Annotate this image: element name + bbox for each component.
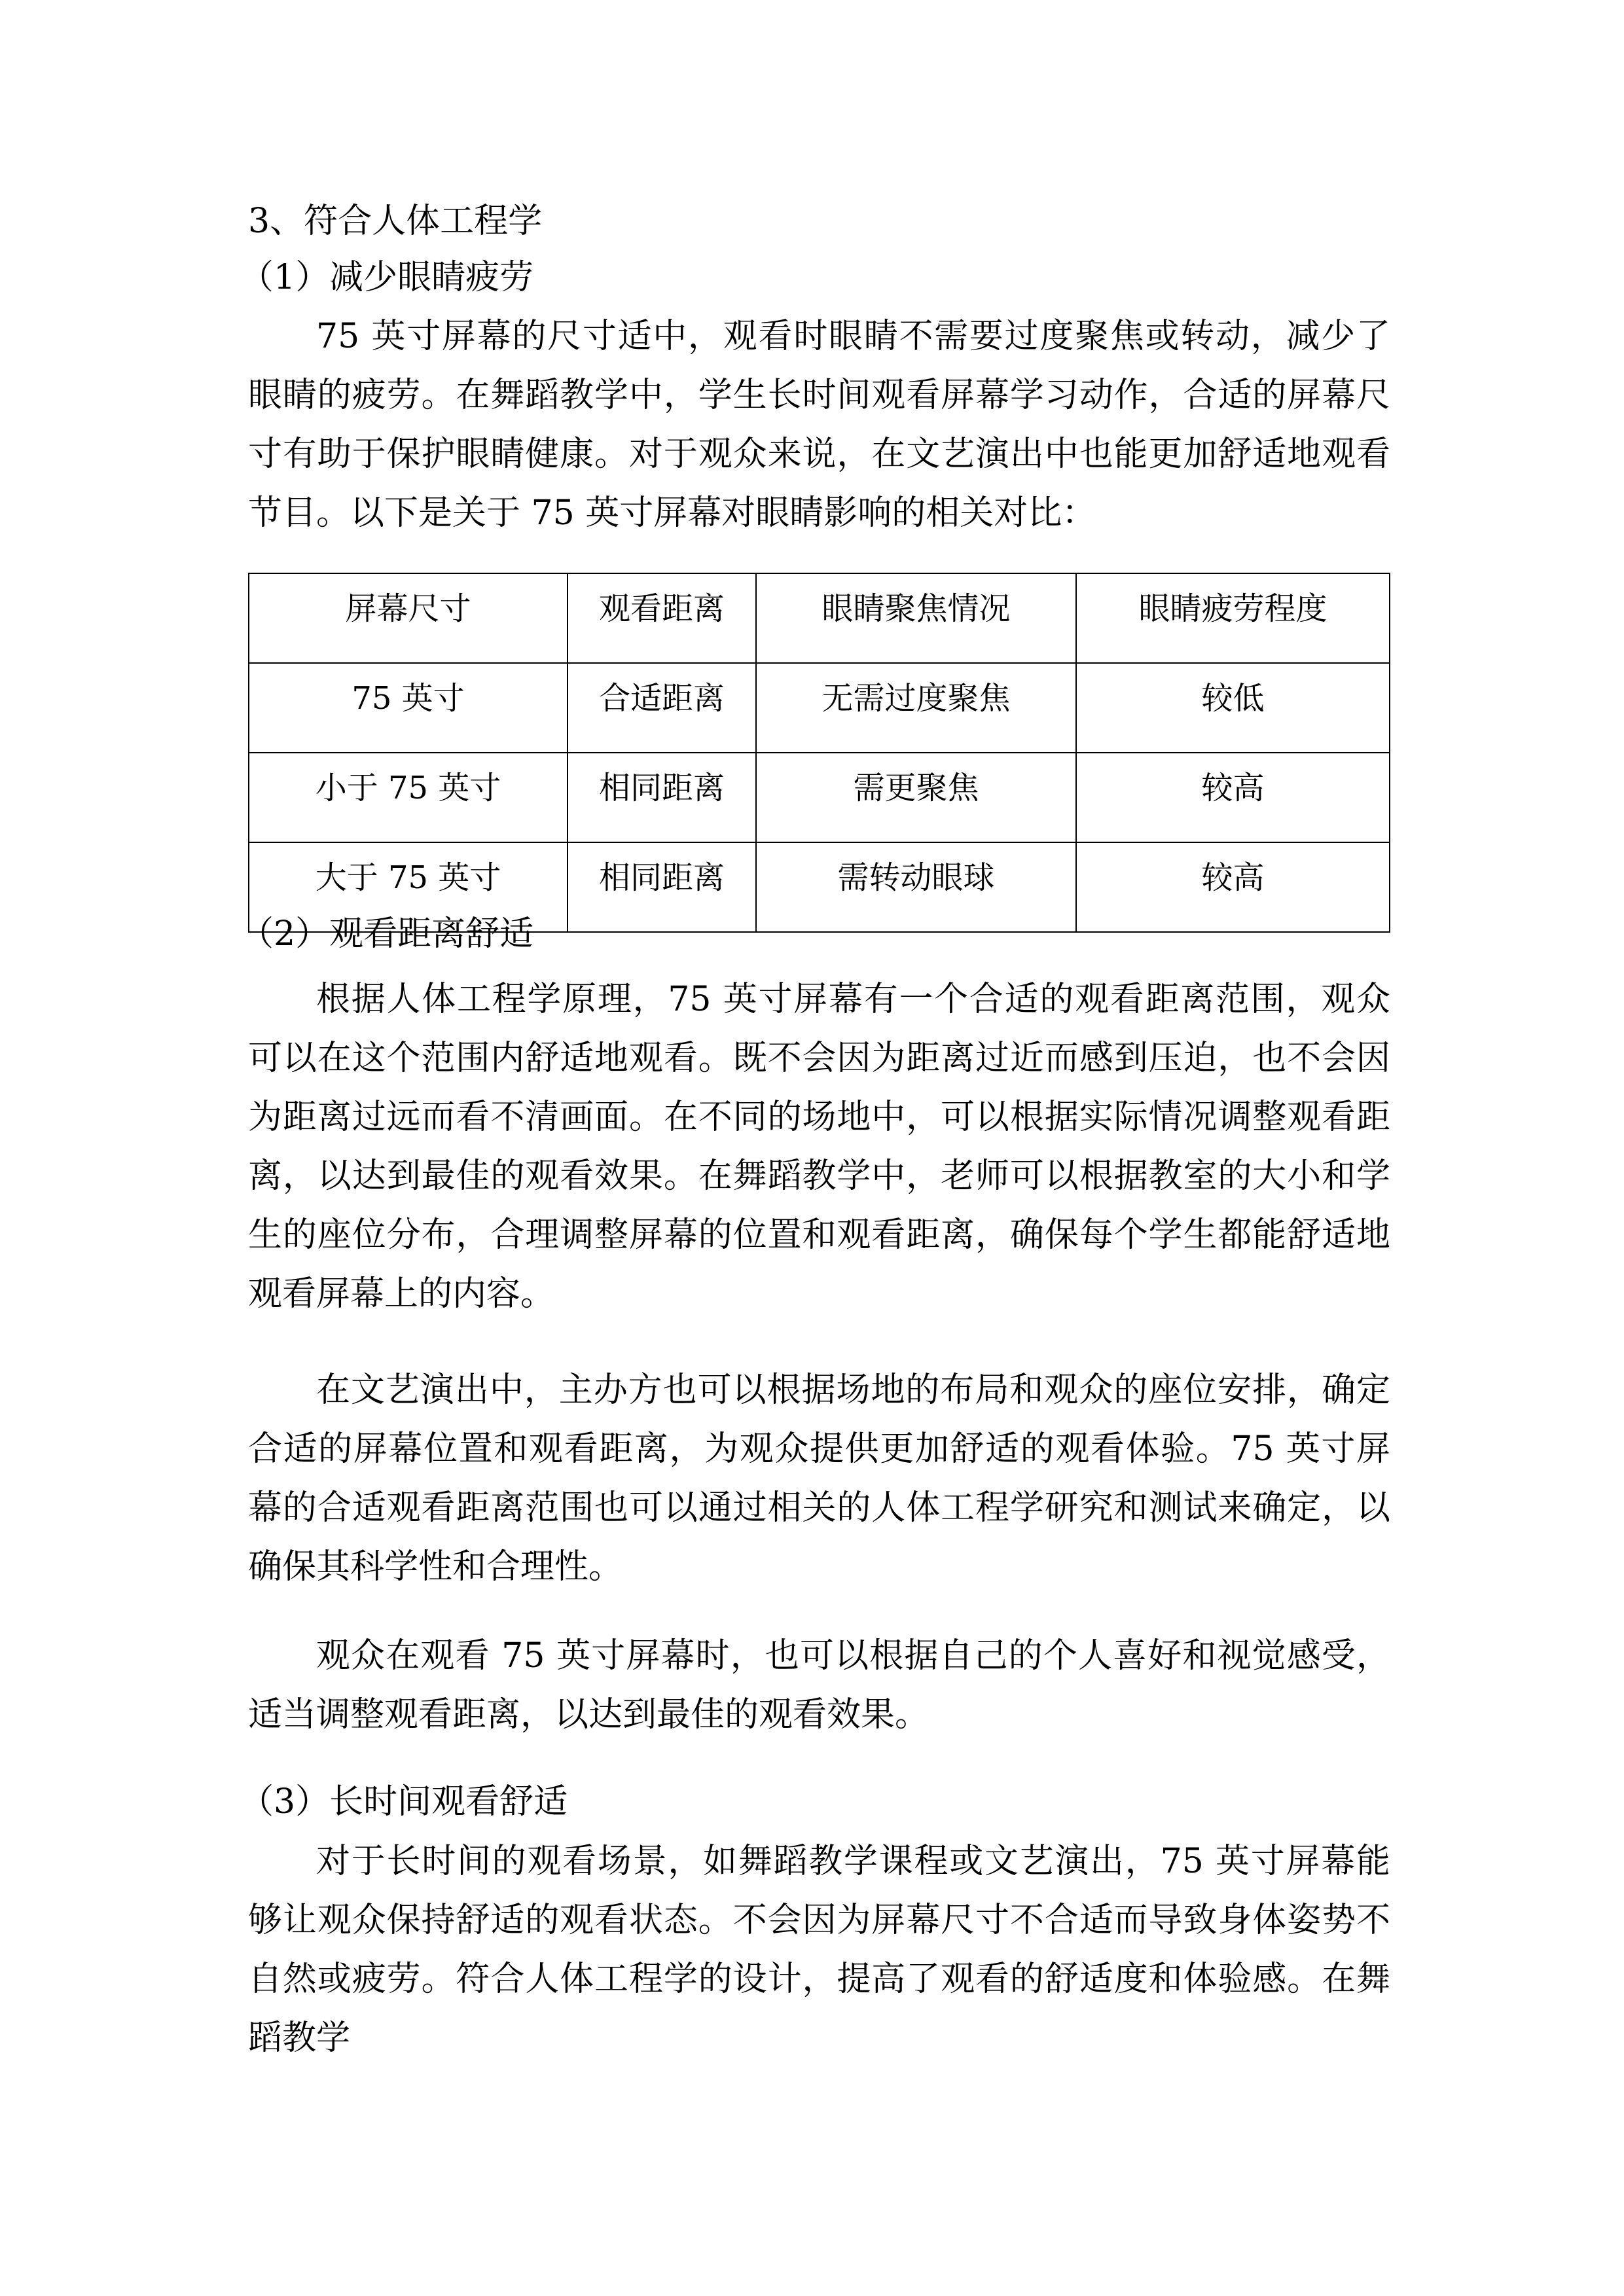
subsection-title-3: （3）长时间观看舒适 — [240, 1782, 568, 1821]
table-cell: 较高 — [1076, 842, 1390, 932]
subsection-title-1: （1）减少眼睛疲劳 — [240, 258, 534, 297]
table-cell: 较低 — [1076, 663, 1390, 753]
table-cell: 较高 — [1076, 753, 1390, 842]
table-header: 屏幕尺寸 — [249, 573, 568, 663]
paragraph: 在文艺演出中，主办方也可以根据场地的布局和观众的座位安排，确定合适的屏幕位置和观看距离，为观众提供更加舒适的观看体验。75 英寸屏幕的合适观看距离范围也可以通过相关的人体工程学研究和测试来确定，以确保其科学性和合理性。 — [248, 1371, 1390, 1587]
subsection-title-2: （2）观看距离舒适 — [240, 914, 534, 954]
table-cell: 75 英寸 — [249, 663, 568, 753]
table-cell: 需更聚焦 — [756, 753, 1076, 842]
paragraph: 75 英寸屏幕的尺寸适中，观看时眼睛不需要过度聚焦或转动，减少了眼睛的疲劳。在舞蹈教学中，学生长时间观看屏幕学习动作，合适的屏幕尺寸有助于保护眼睛健康。对于观众来说，在文艺演出中也能更加舒适地观看节目。以下是关于 75 英寸屏幕对眼睛影响的相关对比： — [248, 317, 1390, 533]
table-row — [249, 753, 1390, 842]
comparison-table — [248, 573, 1390, 933]
table-cell: 无需过度聚焦 — [756, 663, 1076, 753]
section-heading: 3、符合人体工程学 — [248, 202, 543, 241]
paragraph: 根据人体工程学原理，75 英寸屏幕有一个合适的观看距离范围，观众可以在这个范围内舒适地观看。既不会因为距离过近而感到压迫，也不会因为距离过远而看不清画面。在不同的场地中，可以根据实际情况调整观看距离，以达到最佳的观看效果。在舞蹈教学中，老师可以根据教室的大小和学生的座位分布，合理调整屏幕的位置和观看距离，确保每个学生都能舒适地观看屏幕上的内容。 — [248, 980, 1390, 1314]
table-cell: 合适距离 — [568, 663, 756, 753]
table-cell: 需转动眼球 — [756, 842, 1076, 932]
table-cell: 相同距离 — [568, 842, 756, 932]
paragraph: 观众在观看 75 英寸屏幕时，也可以根据自己的个人喜好和视觉感受，适当调整观看距离，以达到最佳的观看效果。 — [248, 1636, 1390, 1734]
table-header-row — [249, 573, 1390, 663]
table-header: 眼睛疲劳程度 — [1076, 573, 1390, 663]
paragraph: 对于长时间的观看场景，如舞蹈教学课程或文艺演出，75 英寸屏幕能够让观众保持舒适的观看状态。不会因为屏幕尺寸不合适而导致身体姿势不自然或疲劳。符合人体工程学的设计，提高了观看的舒适度和体验感。在舞蹈教学 — [248, 1842, 1390, 2058]
table-cell: 大于 75 英寸 — [249, 842, 568, 932]
table-row — [249, 663, 1390, 753]
table-cell: 小于 75 英寸 — [249, 753, 568, 842]
table-cell: 相同距离 — [568, 753, 756, 842]
table-header: 眼睛聚焦情况 — [756, 573, 1076, 663]
table-header: 观看距离 — [568, 573, 756, 663]
